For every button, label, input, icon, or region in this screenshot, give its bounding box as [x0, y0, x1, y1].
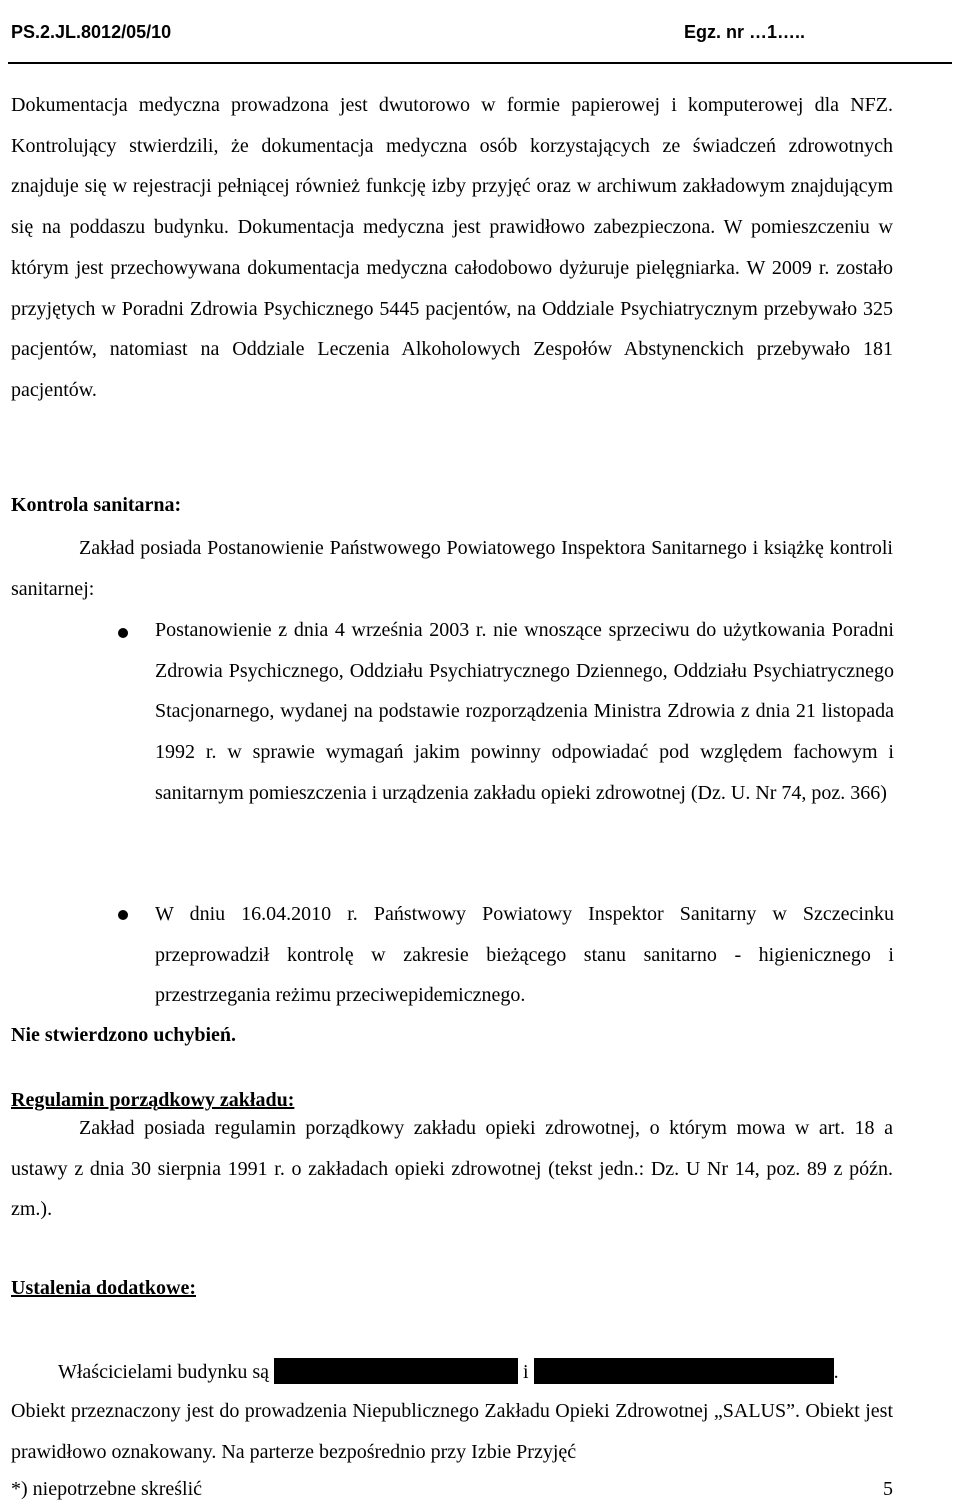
owners-prefix: Właścicielami budynku są [58, 1361, 270, 1383]
additional-heading: Ustalenia dodatkowe: [11, 1277, 197, 1299]
regulations-text: Zakład posiada regulamin porządkowy zakładu opieki zdrowotnej, o którym mowa w art. 18 a ustawy z dnia 30 sierpnia 1991 r. o zakładach opieki zdrowotnej (tekst jedn.: Dz. U Nr 14, poz. 89 z późn. zm.). [11, 1117, 893, 1221]
sanitary-item: Postanowienie z dnia 4 września 2003 r. nie wnoszące sprzeciwu do użytkowania Poradni Zdrowia Psychicznego, Oddziału Psychiatrycznego Dziennego, Oddziału Psychiatrycznego Stacjonarnego, wydanej na podstawie rozporządzenia Ministra Zdrowia z dnia 21 listopada 1992 r. w sprawie wymagań jakim powinny odpowiadać pod względem fachowym i sanitarnym pomieszczenia i urządzenia zakładu opieki zdrowotnej (Dz. U. Nr 74, poz. 366) [155, 619, 894, 804]
owners-suffix: . [833, 1361, 839, 1383]
sanitary-heading: Kontrola sanitarna: [11, 494, 182, 516]
page-number: 5 [883, 1478, 893, 1500]
additional-text: Obiekt przeznaczony jest do prowadzenia Niepublicznego Zakładu Opieki Zdrowotnej „SALUS”. Obiekt jest prawidłowo oznakowany. Na parterze bezpośrednio przy Izbie Przyjęć [11, 1400, 893, 1463]
footer-note: *) niepotrzebne skreślić [11, 1478, 203, 1500]
bullet-marker [118, 910, 128, 920]
copy-number: Egz. nr …1….. [684, 22, 806, 42]
page-footer [11, 1478, 893, 1501]
sanitary-item: W dniu 16.04.2010 r. Państwowy Powiatowy Inspektor Sanitarny w Szczecinku przeprowadził kontrolę w zakresie bieżącego stanu sanitarno - higienicznego i przestrzegania reżimu przeciwepidemicznego. [155, 903, 894, 1007]
owners-line [58, 1358, 839, 1384]
bullet-marker [118, 628, 128, 638]
medical-records-paragraph: Dokumentacja medyczna prowadzona jest dwutorowo w formie papierowej i komputerowej dla NFZ. Kontrolujący stwierdzili, że dokumentacja medyczna osób korzystających ze świadczeń zdrowotnych znajduje się w rejestracji pełniącej również funkcję izby przyjęć oraz w archiwum zakładowym znajdującym się na poddaszu budynku. Dokumentacja medyczna jest prawidłowo zabezpieczona. W pomieszczeniu w którym jest przechowywana dokumentacja medyczna całodobowo dyżuruje pielęgniarka. W 2009 r. zostało przyjętych w Poradni Zdrowia Psychicznego 5445 pacjentów, na Oddziale Psychiatrycznym przebywało 325 pacjentów, natomiast na Oddziale Leczenia Alkoholowych Zespołów Abstynenckich przebywało 181 pacjentów. [11, 94, 893, 401]
sanitary-intro: Zakład posiada Postanowienie Państwowego Powiatowego Inspektora Sanitarnego i książkę kontroli sanitarnej: [11, 537, 893, 600]
redaction-box [274, 1358, 518, 1384]
regulations-heading: Regulamin porządkowy zakładu: [11, 1089, 295, 1111]
header-rule [8, 62, 952, 64]
document-reference: PS.2.JL.8012/05/10 [11, 22, 172, 42]
redaction-box [534, 1358, 834, 1384]
sanitary-conclusion: Nie stwierdzono uchybień. [11, 1024, 236, 1046]
owners-conjunction: i [523, 1361, 529, 1383]
